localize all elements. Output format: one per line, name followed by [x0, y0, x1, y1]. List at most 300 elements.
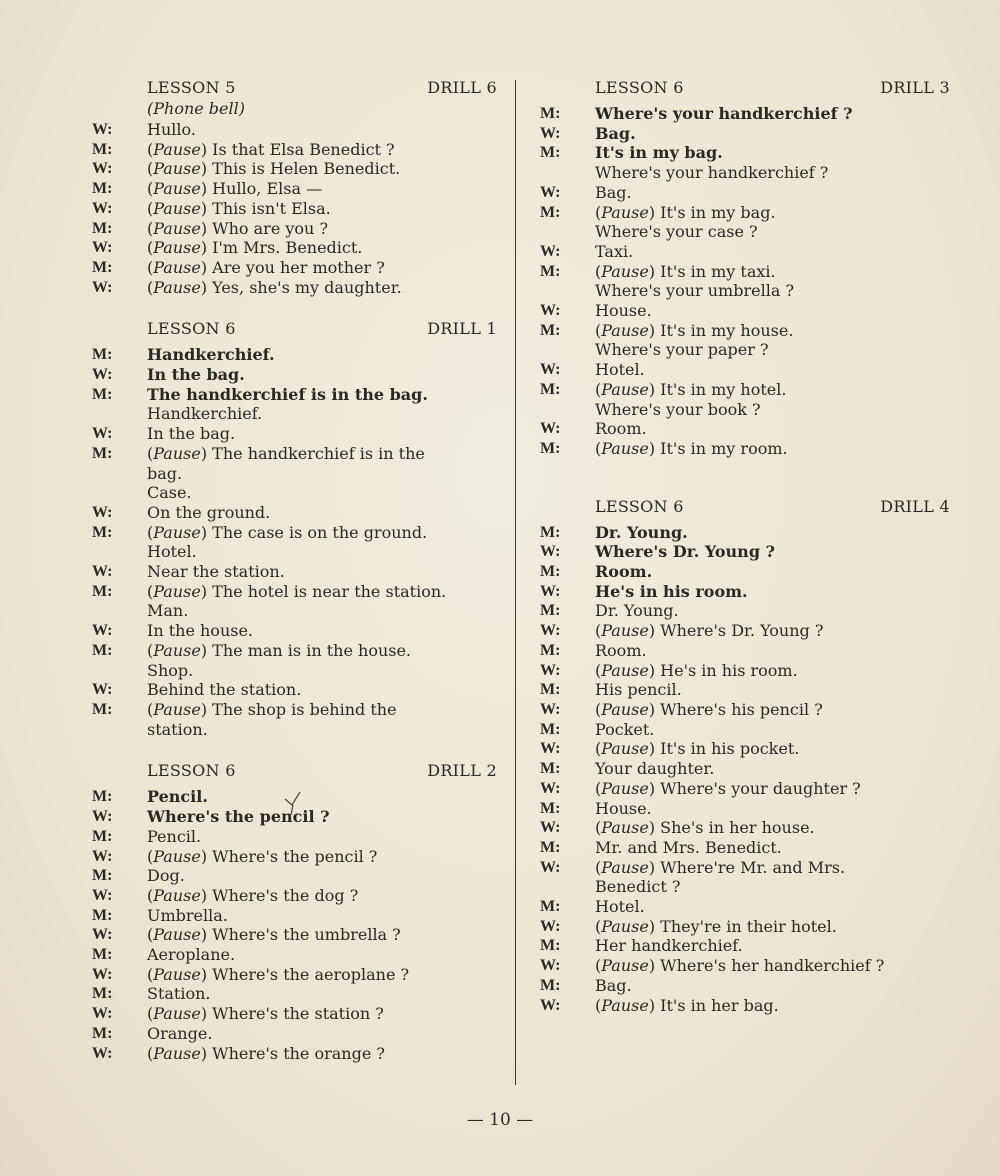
pause-cue: Pause [601, 699, 649, 719]
pause-cue: Pause [153, 179, 201, 199]
dialogue-line [92, 847, 497, 867]
line-text: (Pause) Is that Elsa Benedict ? [147, 139, 395, 159]
line-text: In the house. [147, 621, 254, 641]
line-text: Aeroplane. [147, 945, 236, 965]
speaker-label: M: [540, 105, 561, 122]
drill-block [92, 74, 497, 297]
drill-label: DRILL 6 [427, 78, 497, 97]
drill-header [540, 493, 950, 517]
line-body: It's in his pocket. [655, 739, 800, 759]
speaker-label: M: [540, 203, 561, 221]
line-text: (Pause) It's in her bag. [595, 995, 779, 1015]
line-text: In the bag. [147, 424, 236, 444]
line-body: The man is in the house. [207, 640, 412, 660]
line-body: Where's the aeroplane ? [207, 964, 410, 984]
speaker-label [92, 404, 147, 424]
lesson-label: LESSON 6 [595, 78, 684, 97]
pause-cue: Pause [601, 916, 649, 936]
dialogue-line [92, 601, 497, 621]
speaker-label: M: [540, 380, 561, 398]
dialogue-line [92, 424, 497, 444]
dialogue-line [540, 641, 950, 661]
dialogue-line [92, 365, 497, 385]
line-text: Hotel. [595, 360, 645, 380]
dialogue-line [540, 203, 950, 223]
speaker-label: W: [92, 847, 113, 865]
dialogue-line [540, 936, 950, 956]
speaker-label: W: [92, 808, 113, 826]
pause-cue: Pause [601, 261, 649, 281]
line-text: Room. [595, 640, 647, 660]
speaker-label: M: [540, 563, 561, 581]
pause-cue: Pause [153, 198, 201, 218]
dialogue-line [92, 464, 497, 484]
dialogue-line [92, 278, 497, 298]
speaker-label: W: [92, 681, 113, 699]
dialogue-line [540, 759, 950, 779]
line-text: (Pause) This is Helen Benedict. [147, 159, 401, 179]
line-text: (Pause) Yes, she's my daughter. [147, 277, 402, 297]
dialogue-line [92, 661, 497, 681]
line-body: It's in my bag. [655, 202, 776, 222]
line-body: This is Helen Benedict. [207, 159, 401, 179]
dialogue-line [540, 799, 950, 819]
speaker-label: M: [540, 523, 561, 541]
line-text: (Pause) She's in her house. [595, 818, 815, 838]
speaker-label: M: [92, 906, 113, 924]
line-text: Where's your case ? [595, 222, 758, 242]
left-column [92, 74, 497, 1081]
speaker-label: W: [540, 957, 561, 975]
line-text: (Pause) Where're Mr. and Mrs. [595, 857, 846, 877]
line-text: (Pause) Where's the dog ? [147, 885, 359, 905]
speaker-label: W: [540, 917, 561, 935]
pause-cue: Pause [601, 379, 649, 399]
speaker-label: W: [92, 886, 113, 904]
drill-label: DRILL 2 [427, 761, 497, 781]
dialogue-line [540, 380, 950, 400]
line-body: Hullo, Elsa — [207, 179, 323, 199]
speaker-label: W: [540, 779, 561, 797]
pause-cue: Pause [153, 277, 201, 297]
line-body: It's in my room. [655, 438, 788, 458]
line-body: Where's the station ? [207, 1004, 384, 1024]
line-text: (Pause) It's in my bag. [595, 202, 776, 222]
line-body: Who are you ? [207, 218, 329, 238]
speaker-label: W: [92, 926, 113, 944]
line-text: Hullo. [147, 120, 196, 139]
dialogue-line [540, 340, 950, 360]
lesson-label: LESSON 6 [147, 319, 236, 339]
line-body: Where's the orange ? [207, 1043, 385, 1063]
line-text: Man. [147, 601, 189, 621]
speaker-label: M: [92, 582, 113, 600]
dialogue-line [540, 976, 950, 996]
line-text: (Pause) Where's Dr. Young ? [595, 621, 824, 641]
drill-block [540, 74, 950, 459]
speaker-label [540, 340, 595, 360]
line-text: Where's your handkerchief ? [595, 104, 853, 123]
dialogue-line [540, 242, 950, 262]
line-text: Dog. [147, 866, 185, 886]
line-text: (Pause) It's in my taxi. [595, 261, 776, 281]
line-text: Dr. Young. [595, 601, 679, 621]
dialogue-line [92, 385, 497, 405]
speaker-label: W: [540, 819, 561, 837]
dialogue-line [92, 542, 497, 562]
line-body: The hotel is near the station. [207, 581, 447, 601]
speaker-label [540, 400, 595, 420]
dialogue-line [540, 562, 950, 582]
speaker-label: W: [92, 199, 113, 217]
pause-cue: Pause [153, 925, 201, 945]
speaker-label: W: [92, 239, 113, 257]
pause-cue: Pause [601, 995, 649, 1015]
speaker-label: W: [540, 700, 561, 718]
speaker-label: M: [92, 867, 113, 885]
speaker-label: W: [540, 661, 561, 679]
dialogue-line [540, 917, 950, 937]
line-body: This isn't Elsa. [207, 198, 331, 218]
speaker-label: M: [92, 180, 113, 198]
speaker-label [540, 163, 595, 183]
line-text: Room. [595, 562, 653, 582]
speaker-label: M: [540, 799, 561, 817]
dialogue-line [540, 400, 950, 420]
line-text: (Pause) Where's your daughter ? [595, 778, 861, 798]
speaker-label: W: [92, 563, 113, 581]
line-text: Bag. [595, 182, 632, 202]
line-text: Umbrella. [147, 905, 228, 925]
dialogue-line [540, 720, 950, 740]
line-body: He's in his room. [655, 660, 798, 680]
line-text: (Pause) The handkerchief is in the [147, 443, 425, 463]
dialogue-line [92, 1024, 497, 1044]
speaker-label: M: [540, 681, 561, 699]
line-text: Where's your paper ? [595, 340, 769, 360]
dialogue-line [92, 503, 497, 523]
line-text: House. [595, 798, 652, 818]
line-body: They're in their hotel. [655, 916, 837, 936]
pencil-mark-icon [283, 787, 303, 817]
drill-header [92, 74, 497, 98]
line-text: Pencil. [147, 826, 202, 846]
speaker-label: M: [540, 144, 561, 162]
dialogue-line [92, 906, 497, 926]
line-text: Hotel. [147, 542, 197, 562]
dialogue-line [92, 258, 497, 278]
line-text: (Pause) Where's his pencil ? [595, 699, 823, 719]
line-body: Where's your daughter ? [655, 778, 861, 798]
speaker-label: M: [92, 140, 113, 158]
speaker-label: M: [92, 444, 113, 462]
speaker-label: M: [540, 641, 561, 659]
pause-cue: Pause [601, 438, 649, 458]
dialogue-line [540, 858, 950, 878]
speaker-label: M: [92, 641, 113, 659]
line-text: (Pause) It's in my hotel. [595, 379, 787, 399]
dialogue-line [92, 945, 497, 965]
drill-header [540, 74, 950, 98]
dialogue-line [540, 680, 950, 700]
line-text: (Pause) It's in my house. [595, 320, 794, 340]
line-text: (Pause) It's in my room. [595, 438, 788, 458]
line-body: Where're Mr. and Mrs. [655, 857, 846, 877]
pause-cue: Pause [153, 522, 201, 542]
speaker-label: M: [540, 321, 561, 339]
line-text: (Pause) He's in his room. [595, 660, 798, 680]
speaker-label [92, 601, 147, 621]
speaker-label: W: [540, 543, 561, 561]
line-body: Is that Elsa Benedict ? [207, 139, 395, 159]
speaker-label: M: [540, 898, 561, 916]
dialogue-line [540, 360, 950, 380]
dialogue-line [92, 404, 497, 424]
dialogue-line [92, 582, 497, 602]
speaker-label: W: [540, 124, 561, 142]
pause-cue: Pause [153, 218, 201, 238]
line-text: Dr. Young. [595, 522, 688, 542]
line-text: House. [595, 301, 652, 321]
dialogue-line [92, 199, 497, 219]
line-body: The case is on the ground. [207, 522, 428, 542]
line-body: Where's her handkerchief ? [655, 956, 885, 976]
speaker-label: M: [92, 827, 113, 845]
speaker-label: W: [92, 121, 113, 138]
pause-cue: Pause [153, 1043, 201, 1063]
speaker-label [92, 661, 147, 681]
dialogue-line [540, 523, 950, 543]
dialogue-line [540, 582, 950, 602]
line-body: It's in my house. [655, 320, 794, 340]
page-number: — 10 — [466, 1110, 534, 1130]
line-body: It's in her bag. [655, 995, 779, 1015]
speaker-label: W: [540, 242, 561, 260]
line-body: It's in my hotel. [655, 379, 787, 399]
speaker-label: W: [92, 503, 113, 521]
dialogue-line [92, 562, 497, 582]
line-text: Where's your handkerchief ? [595, 163, 829, 183]
dialogue-line [540, 542, 950, 562]
line-text: Her handkerchief. [595, 936, 743, 956]
line-text: Where's your umbrella ? [595, 281, 795, 301]
line-text: Your daughter. [595, 759, 715, 779]
dialogue-line [92, 219, 497, 239]
dialogue-line [92, 621, 497, 641]
line-text: His pencil. [595, 680, 682, 700]
speaker-label: M: [92, 985, 113, 1003]
line-text: station. [147, 719, 208, 739]
dialogue-line [540, 621, 950, 641]
dialogue-line [92, 179, 497, 199]
dialogue-line [540, 700, 950, 720]
line-text: Mr. and Mrs. Benedict. [595, 837, 782, 857]
speaker-label: M: [540, 602, 561, 620]
dialogue-line [540, 183, 950, 203]
line-text: Where's the pencil ? [147, 807, 330, 827]
speaker-label: M: [92, 946, 113, 964]
pause-cue: Pause [153, 964, 201, 984]
speaker-label: W: [540, 302, 561, 320]
dialogue-line [540, 818, 950, 838]
dialogue-line [540, 419, 950, 439]
speaker-label: W: [540, 183, 561, 201]
dialogue-line [540, 262, 950, 282]
pause-cue: Pause [153, 257, 201, 277]
line-body: The handkerchief is in the [207, 443, 425, 463]
speaker-label: M: [540, 937, 561, 955]
line-text: Handkerchief. [147, 345, 275, 365]
dialogue-line [540, 281, 950, 301]
speaker-label: M: [92, 788, 113, 806]
line-text: Bag. [595, 975, 632, 995]
pause-cue: Pause [153, 699, 201, 719]
speaker-label [92, 483, 147, 503]
drill-label: DRILL 3 [880, 78, 950, 97]
line-text: (Pause) Where's her handkerchief ? [595, 956, 885, 976]
line-text: Shop. [147, 660, 194, 680]
line-text: (Pause) They're in their hotel. [595, 916, 837, 936]
line-body: I'm Mrs. Benedict. [207, 238, 363, 258]
speaker-label: W: [540, 361, 561, 379]
dialogue-line [540, 956, 950, 976]
speaker-label [540, 877, 595, 897]
speaker-label: W: [92, 622, 113, 640]
dialogue-line [540, 143, 950, 163]
dialogue-line [540, 897, 950, 917]
line-text: (Pause) The hotel is near the station. [147, 581, 447, 601]
dialogue-line [540, 877, 950, 897]
dialogue-line [92, 1004, 497, 1024]
dialogue-line [92, 984, 497, 1004]
dialogue-line [540, 321, 950, 341]
right-column [540, 74, 950, 1033]
drill-block [92, 315, 497, 739]
lesson-label: LESSON 6 [595, 496, 684, 516]
line-body: Where's his pencil ? [655, 699, 823, 719]
dialogue-line [92, 159, 497, 179]
speaker-label: M: [92, 219, 113, 237]
line-text: Taxi. [595, 241, 634, 261]
line-text: Handkerchief. [147, 404, 263, 424]
pause-cue: Pause [601, 202, 649, 222]
speaker-label: W: [540, 420, 561, 438]
pause-cue: Pause [601, 818, 649, 838]
line-text: (Pause) Where's the station ? [147, 1004, 384, 1024]
speaker-label: W: [540, 622, 561, 640]
speaker-label: M: [92, 385, 113, 403]
line-text: (Pause) It's in his pocket. [595, 739, 800, 759]
speaker-label [92, 542, 147, 562]
line-text: Case. [147, 483, 192, 503]
speaker-label: W: [540, 858, 561, 876]
speaker-label: W: [92, 1044, 113, 1062]
speaker-label [92, 464, 147, 484]
pause-cue: Pause [601, 956, 649, 976]
drill-label: DRILL 4 [880, 496, 950, 516]
line-text: (Pause) I'm Mrs. Benedict. [147, 238, 363, 258]
line-text: Near the station. [147, 562, 285, 582]
line-text: He's in his room. [595, 581, 748, 601]
pause-cue: Pause [153, 139, 201, 159]
line-body: It's in my taxi. [655, 261, 776, 281]
pause-cue: Pause [601, 660, 649, 680]
pause-cue: Pause [601, 739, 649, 759]
dialogue-line [92, 483, 497, 503]
dialogue-line [92, 444, 497, 464]
line-text: In the bag. [147, 365, 245, 385]
line-text: (Pause) Hullo, Elsa — [147, 179, 323, 199]
speaker-label: W: [92, 1005, 113, 1023]
line-text: Pencil. [147, 787, 208, 807]
dialogue-line [92, 523, 497, 543]
line-body: Where's the pencil ? [207, 846, 378, 866]
speaker-label: W: [92, 278, 113, 296]
lesson-label: LESSON 6 [147, 761, 236, 781]
speaker-label: M: [92, 346, 113, 364]
line-body: Yes, she's my daughter. [207, 277, 402, 297]
speaker-label: M: [92, 258, 113, 276]
dialogue-line [92, 238, 497, 258]
dialogue-line [92, 700, 497, 720]
dialogue-line [540, 739, 950, 759]
speaker-label: W: [92, 160, 113, 178]
line-text: (Pause) Who are you ? [147, 218, 329, 238]
line-body: Where's the dog ? [207, 885, 359, 905]
dialogue-line [92, 140, 497, 160]
line-text: The handkerchief is in the bag. [147, 384, 428, 404]
dialogue-line [92, 120, 497, 140]
column-divider [515, 80, 516, 1085]
line-text: Where's Dr. Young ? [595, 542, 775, 562]
speaker-label [540, 281, 595, 301]
dialogue-line [540, 439, 950, 459]
line-text: (Pause) Where's the orange ? [147, 1043, 385, 1063]
line-text: Bag. [595, 123, 636, 143]
pause-cue: Pause [153, 846, 201, 866]
stage-note: (Phone bell) [147, 99, 245, 118]
line-text: (Pause) The shop is behind the [147, 699, 397, 719]
line-text: It's in my bag. [595, 143, 723, 163]
speaker-label: M: [92, 700, 113, 718]
dialogue-line [92, 641, 497, 661]
speaker-label: M: [92, 523, 113, 541]
pause-cue: Pause [153, 885, 201, 905]
speaker-label: M: [540, 976, 561, 994]
dialogue-line [92, 680, 497, 700]
speaker-label [540, 222, 595, 242]
line-text: On the ground. [147, 502, 271, 522]
speaker-label: W: [540, 582, 561, 600]
dialogue-line [92, 866, 497, 886]
pause-cue: Pause [601, 320, 649, 340]
speaker-label: W: [92, 366, 113, 384]
pause-cue: Pause [153, 238, 201, 258]
line-text: Behind the station. [147, 680, 302, 700]
drill-label: DRILL 1 [427, 319, 497, 339]
lesson-label: LESSON 5 [147, 78, 236, 97]
pause-cue: Pause [153, 443, 201, 463]
dialogue-line [540, 104, 950, 124]
dialogue-line [92, 925, 497, 945]
dialogue-line [540, 996, 950, 1016]
dialogue-line [540, 163, 950, 183]
line-text: (Pause) Where's the aeroplane ? [147, 964, 410, 984]
speaker-label: W: [92, 965, 113, 983]
line-body: Where's the umbrella ? [207, 925, 401, 945]
drill-header [92, 757, 497, 781]
line-body: She's in her house. [655, 818, 815, 838]
